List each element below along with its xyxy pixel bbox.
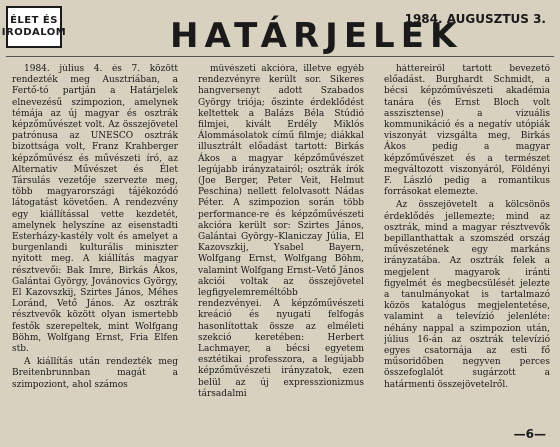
logo-line-1: ÉLET ÉS — [10, 15, 58, 26]
paragraph: 1984. július 4. és 7. között rendezték meg Ausztriában, a Fertő-tó partján a Határjelek elnevezésű szimpozion, amelynek témája az új magyar és osztrák képzőművészet volt. Az összejövetel patrónusa az UNESCO osztrák bizottsága volt, Franz Krahberger képzőművész és művészeti író, az Alternativ Művészet és Élet Társulás vezetője szervezte meg, több magyarországi tájékozódó látogatást követően. A rendezvény egy kiállítással vette kezdetét, amelynek helyszíne az eisenstadti Esterházy-kastély volt és amelyet a burgenlandi kulturális miniszter nyitott meg. A kiállítás magyar résztvevői: Bak Imre, Birkás Ákos, Galántai György, Jovánovics György, El Kazovszkij, Szirtes János, Méhes Loránd, Vető János. Az osztrák résztvevők között olyan ismertebb festők szerepeltek, mint Wolfgang Böhm, Wolfgang Ernst, Fria Elfen stb. — [12, 64, 178, 355]
issue-date: 1984. AUGUSZTUS 3. — [404, 12, 546, 26]
page-number: — 6 — — [514, 427, 546, 441]
paragraph: háttereiről tartott bevezető előadást. Burghardt Schmidt, a bécsi képzőművészeti akadémia tanára (és Ernst Bloch volt asszisztense) a vizuális kommunikáció és a negatív utópiák viszonyát vizsgálta meg, Birkás Ákos pedig a magyar képzőművészet és a természet megváltozott viszonyáról, Földényi F. László pedig a romantikus forrásokat elemezte. — [384, 64, 550, 198]
column-3 — [384, 64, 550, 439]
article-title: HATÁRJELEK — [170, 16, 463, 56]
column-1 — [12, 64, 178, 439]
paragraph: művészeti akcióra, illetve egyéb rendezvényre került sor. Sikeres hangversenyt adott Szabados György triója; őszinte érdeklődést keltettek a Balázs Béla Stúdió filmjei, kivált Erdély Miklós Álommásolatok című filmje; diákkal illusztrált előadást tartott: Birkás Ákos a magyar képzőművészet legújabb irányzatairól; osztrák írók (Joe Berger, Peter Veit, Helmut Peschina) nellett felolvasott Nádas Péter. A szimpozion során több performance-re és képzőművészeti akcióra került sor: Szirtes János, Galántai György–Klaniczay Júlia, El Kazovszkij, Ysabel Bayern, Wolfgang Ernst, Wolfgang Böhm, valamint Wolfgang Ernst–Vető János akciói voltak az összejövetel legfigyelemreméltóbb rendezvényei. A képzőművészeti kreáció és nyugati felfogás hasonlítottak össze az elméleti szekció keretében: Herbert Lachmayer, a bécsi egyetem esztétikai professzora, a legújabb képzőművészeti irányzatok, ezen belül az új expresszionizmus társadalmi — [198, 64, 364, 399]
newspaper-logo — [1, 6, 67, 48]
header-divider — [6, 56, 554, 57]
paragraph: Az összejövetelt a kölcsönös érdeklődés jellemezte; mind az osztrák, mind a magyar résztvevők bepillanthattak a szomszéd ország művészetének egy markáns irányzatába. Az osztrák felek a megjelent magyarok iránti figyelmét és megbecsülését jelezte a tanulmányokat is tartalmazó közös katalógus megjelentetése, valamint a televízió jelenléte: néhány nappal a szimpozion után, július 16-án az osztrák televízió egyes csatornája az esti fő műsoridőben negyven perces összefoglalót sugárzott a határmenti összejövetelről. — [384, 200, 550, 390]
paragraph: A kiállítás után rendezték meg Breitenbrunnban magát a szimpoziont, ahol számos — [12, 357, 178, 390]
logo-line-2: IRODALOM — [1, 27, 67, 38]
column-2 — [198, 64, 364, 439]
article-body — [12, 64, 550, 439]
